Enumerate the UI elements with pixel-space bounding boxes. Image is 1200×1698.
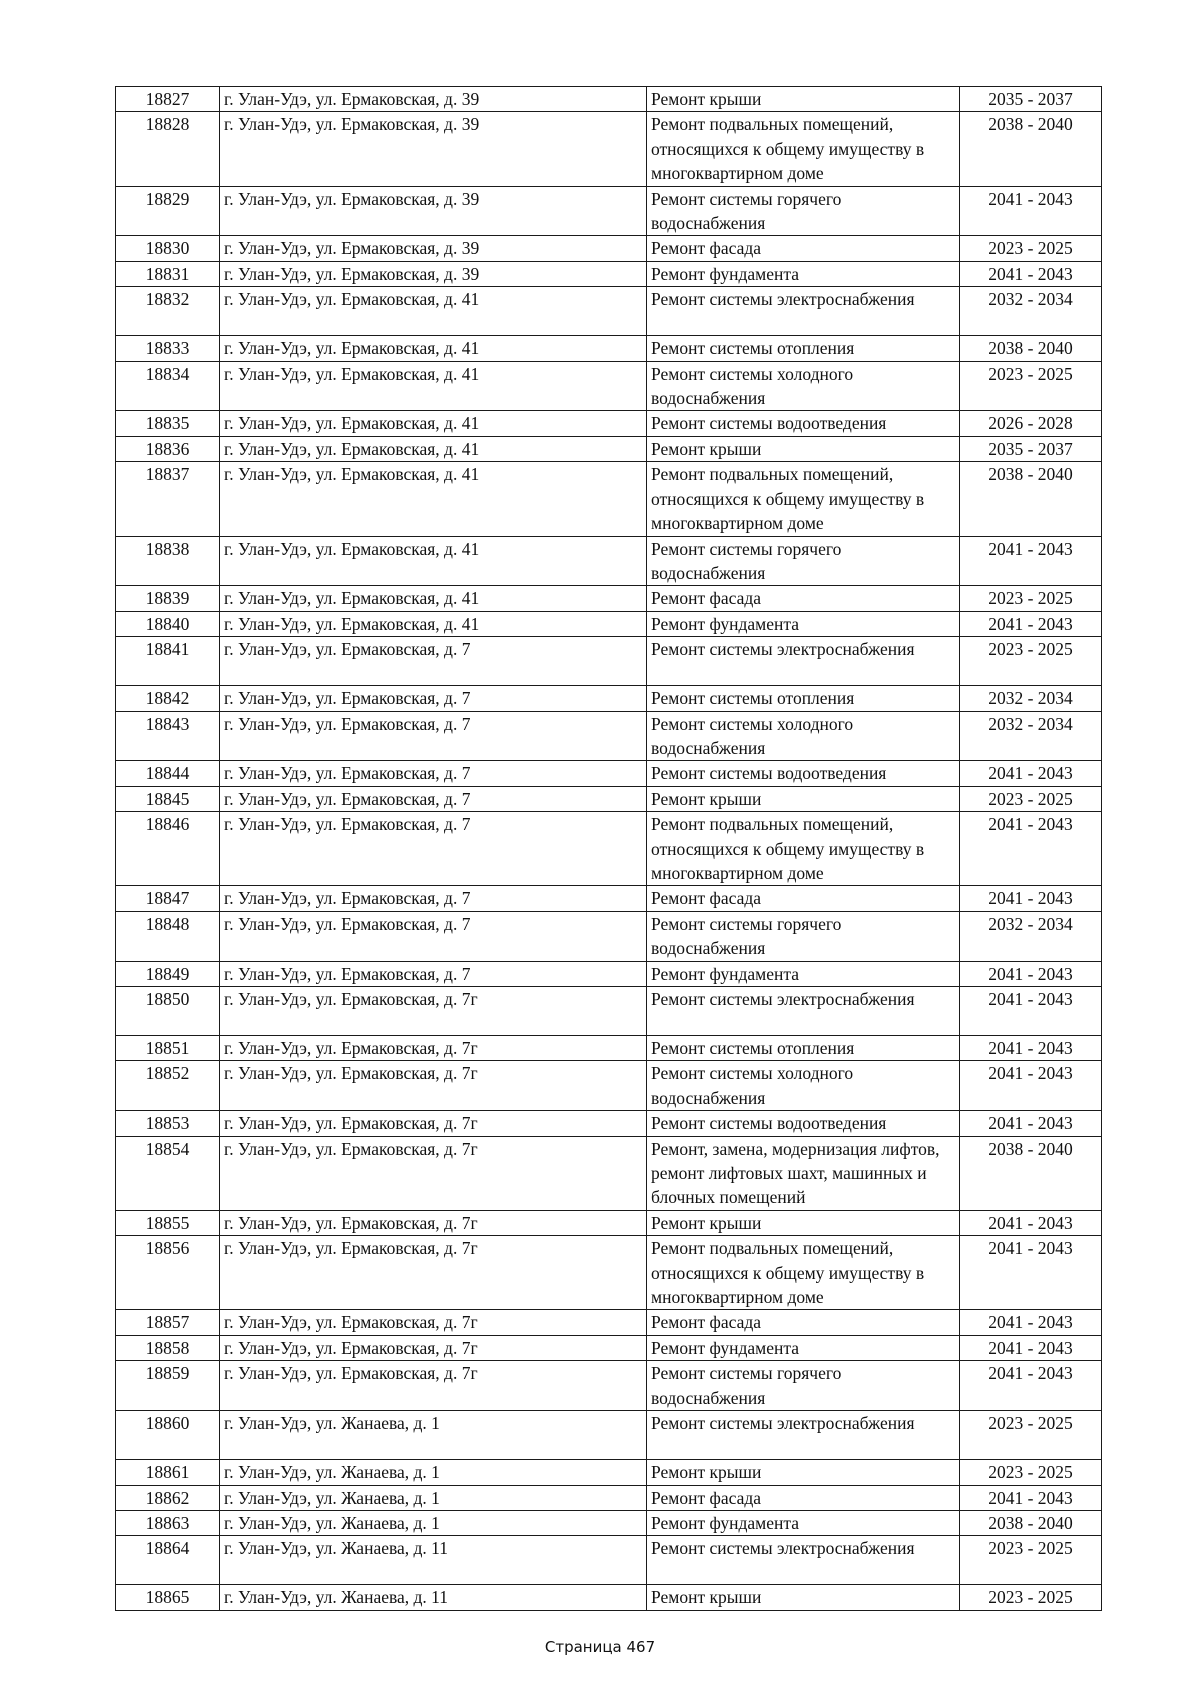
table-row bbox=[116, 786, 1102, 811]
period-cell: 2026 - 2028 bbox=[960, 411, 1102, 436]
row-number-cell: 18861 bbox=[116, 1460, 220, 1485]
table-row bbox=[116, 1485, 1102, 1510]
address-cell: г. Улан-Удэ, ул. Жанаева, д. 11 bbox=[220, 1585, 647, 1610]
table-row bbox=[116, 686, 1102, 711]
table-row bbox=[116, 886, 1102, 911]
work-type-cell: Ремонт фасада bbox=[647, 586, 960, 611]
address-cell: г. Улан-Удэ, ул. Ермаковская, д. 7г bbox=[220, 1136, 647, 1210]
row-number-cell: 18862 bbox=[116, 1485, 220, 1510]
address-cell: г. Улан-Удэ, ул. Ермаковская, д. 7г bbox=[220, 987, 647, 1036]
work-type-cell: Ремонт подвальных помещений, относящихся к общему имуществу в многоквартирном доме bbox=[647, 462, 960, 536]
work-type-cell: Ремонт фасада bbox=[647, 1485, 960, 1510]
table-row bbox=[116, 436, 1102, 461]
row-number-cell: 18835 bbox=[116, 411, 220, 436]
address-cell: г. Улан-Удэ, ул. Ермаковская, д. 41 bbox=[220, 586, 647, 611]
table-row bbox=[116, 1335, 1102, 1360]
work-type-cell: Ремонт фасада bbox=[647, 886, 960, 911]
address-cell: г. Улан-Удэ, ул. Ермаковская, д. 7 bbox=[220, 761, 647, 786]
row-number-cell: 18842 bbox=[116, 686, 220, 711]
row-number-cell: 18836 bbox=[116, 436, 220, 461]
table-row bbox=[116, 961, 1102, 986]
period-cell: 2041 - 2043 bbox=[960, 1335, 1102, 1360]
table-row bbox=[116, 87, 1102, 112]
row-number-cell: 18830 bbox=[116, 236, 220, 261]
period-cell: 2023 - 2025 bbox=[960, 236, 1102, 261]
period-cell: 2038 - 2040 bbox=[960, 112, 1102, 186]
work-type-cell: Ремонт системы электроснабжения bbox=[647, 637, 960, 686]
address-cell: г. Улан-Удэ, ул. Ермаковская, д. 7г bbox=[220, 1310, 647, 1335]
row-number-cell: 18859 bbox=[116, 1361, 220, 1411]
work-type-cell: Ремонт фундамента bbox=[647, 261, 960, 286]
table-row bbox=[116, 761, 1102, 786]
period-cell: 2041 - 2043 bbox=[960, 761, 1102, 786]
table-row bbox=[116, 1411, 1102, 1460]
row-number-cell: 18829 bbox=[116, 186, 220, 236]
work-type-cell: Ремонт крыши bbox=[647, 1210, 960, 1235]
address-cell: г. Улан-Удэ, ул. Ермаковская, д. 7г bbox=[220, 1335, 647, 1360]
period-cell: 2041 - 2043 bbox=[960, 1310, 1102, 1335]
table-row bbox=[116, 911, 1102, 961]
table-row bbox=[116, 1310, 1102, 1335]
row-number-cell: 18827 bbox=[116, 87, 220, 112]
table-row bbox=[116, 361, 1102, 411]
row-number-cell: 18834 bbox=[116, 361, 220, 411]
period-cell: 2041 - 2043 bbox=[960, 812, 1102, 886]
address-cell: г. Улан-Удэ, ул. Ермаковская, д. 7 bbox=[220, 812, 647, 886]
row-number-cell: 18853 bbox=[116, 1111, 220, 1136]
period-cell: 2041 - 2043 bbox=[960, 1111, 1102, 1136]
work-type-cell: Ремонт крыши bbox=[647, 436, 960, 461]
address-cell: г. Улан-Удэ, ул. Ермаковская, д. 7 bbox=[220, 711, 647, 761]
work-type-cell: Ремонт фасада bbox=[647, 236, 960, 261]
table-row bbox=[116, 1510, 1102, 1535]
period-cell: 2023 - 2025 bbox=[960, 637, 1102, 686]
row-number-cell: 18843 bbox=[116, 711, 220, 761]
row-number-cell: 18844 bbox=[116, 761, 220, 786]
period-cell: 2041 - 2043 bbox=[960, 536, 1102, 586]
address-cell: г. Улан-Удэ, ул. Жанаева, д. 11 bbox=[220, 1536, 647, 1585]
period-cell: 2032 - 2034 bbox=[960, 711, 1102, 761]
address-cell: г. Улан-Удэ, ул. Жанаева, д. 1 bbox=[220, 1485, 647, 1510]
work-type-cell: Ремонт системы электроснабжения bbox=[647, 1411, 960, 1460]
period-cell: 2038 - 2040 bbox=[960, 1510, 1102, 1535]
address-cell: г. Улан-Удэ, ул. Ермаковская, д. 41 bbox=[220, 462, 647, 536]
row-number-cell: 18840 bbox=[116, 611, 220, 636]
period-cell: 2032 - 2034 bbox=[960, 911, 1102, 961]
address-cell: г. Улан-Удэ, ул. Ермаковская, д. 41 bbox=[220, 361, 647, 411]
work-type-cell: Ремонт, замена, модернизация лифтов, ремонт лифтовых шахт, машинных и блочных помещений bbox=[647, 1136, 960, 1210]
address-cell: г. Улан-Удэ, ул. Ермаковская, д. 41 bbox=[220, 336, 647, 361]
work-type-cell: Ремонт системы горячего водоснабжения bbox=[647, 911, 960, 961]
table-row bbox=[116, 112, 1102, 186]
work-type-cell: Ремонт системы электроснабжения bbox=[647, 987, 960, 1036]
period-cell: 2023 - 2025 bbox=[960, 786, 1102, 811]
address-cell: г. Улан-Удэ, ул. Жанаева, д. 1 bbox=[220, 1510, 647, 1535]
row-number-cell: 18858 bbox=[116, 1335, 220, 1360]
address-cell: г. Улан-Удэ, ул. Ермаковская, д. 39 bbox=[220, 186, 647, 236]
period-cell: 2041 - 2043 bbox=[960, 186, 1102, 236]
table-row bbox=[116, 1460, 1102, 1485]
work-type-cell: Ремонт подвальных помещений, относящихся к общему имуществу в многоквартирном доме bbox=[647, 812, 960, 886]
period-cell: 2041 - 2043 bbox=[960, 1061, 1102, 1111]
table-row bbox=[116, 1585, 1102, 1610]
period-cell: 2032 - 2034 bbox=[960, 287, 1102, 336]
address-cell: г. Улан-Удэ, ул. Ермаковская, д. 7г bbox=[220, 1236, 647, 1310]
table-row bbox=[116, 611, 1102, 636]
period-cell: 2041 - 2043 bbox=[960, 261, 1102, 286]
row-number-cell: 18828 bbox=[116, 112, 220, 186]
row-number-cell: 18847 bbox=[116, 886, 220, 911]
work-type-cell: Ремонт системы отопления bbox=[647, 336, 960, 361]
address-cell: г. Улан-Удэ, ул. Ермаковская, д. 7г bbox=[220, 1210, 647, 1235]
work-type-cell: Ремонт крыши bbox=[647, 87, 960, 112]
address-cell: г. Улан-Удэ, ул. Ермаковская, д. 39 bbox=[220, 112, 647, 186]
row-number-cell: 18855 bbox=[116, 1210, 220, 1235]
period-cell: 2041 - 2043 bbox=[960, 1210, 1102, 1235]
period-cell: 2041 - 2043 bbox=[960, 987, 1102, 1036]
table-row bbox=[116, 637, 1102, 686]
row-number-cell: 18849 bbox=[116, 961, 220, 986]
table-row bbox=[116, 336, 1102, 361]
period-cell: 2023 - 2025 bbox=[960, 1411, 1102, 1460]
row-number-cell: 18856 bbox=[116, 1236, 220, 1310]
row-number-cell: 18864 bbox=[116, 1536, 220, 1585]
work-type-cell: Ремонт фундамента bbox=[647, 1510, 960, 1535]
table-row bbox=[116, 1061, 1102, 1111]
address-cell: г. Улан-Удэ, ул. Ермаковская, д. 7 bbox=[220, 637, 647, 686]
address-cell: г. Улан-Удэ, ул. Ермаковская, д. 41 bbox=[220, 287, 647, 336]
table-row bbox=[116, 287, 1102, 336]
row-number-cell: 18839 bbox=[116, 586, 220, 611]
work-type-cell: Ремонт подвальных помещений, относящихся к общему имуществу в многоквартирном доме bbox=[647, 1236, 960, 1310]
address-cell: г. Улан-Удэ, ул. Ермаковская, д. 7г bbox=[220, 1111, 647, 1136]
table-row bbox=[116, 1536, 1102, 1585]
work-type-cell: Ремонт системы холодного водоснабжения bbox=[647, 361, 960, 411]
row-number-cell: 18833 bbox=[116, 336, 220, 361]
period-cell: 2038 - 2040 bbox=[960, 336, 1102, 361]
period-cell: 2041 - 2043 bbox=[960, 1361, 1102, 1411]
period-cell: 2035 - 2037 bbox=[960, 436, 1102, 461]
address-cell: г. Улан-Удэ, ул. Ермаковская, д. 7г bbox=[220, 1036, 647, 1061]
row-number-cell: 18845 bbox=[116, 786, 220, 811]
table-row bbox=[116, 987, 1102, 1036]
work-type-cell: Ремонт системы горячего водоснабжения bbox=[647, 536, 960, 586]
table-row bbox=[116, 1236, 1102, 1310]
table-row bbox=[116, 812, 1102, 886]
table-row bbox=[116, 261, 1102, 286]
row-number-cell: 18863 bbox=[116, 1510, 220, 1535]
period-cell: 2032 - 2034 bbox=[960, 686, 1102, 711]
document-page bbox=[115, 86, 1101, 1611]
table-row bbox=[116, 711, 1102, 761]
address-cell: г. Улан-Удэ, ул. Ермаковская, д. 41 bbox=[220, 411, 647, 436]
table-row bbox=[116, 1210, 1102, 1235]
row-number-cell: 18860 bbox=[116, 1411, 220, 1460]
table-row bbox=[116, 411, 1102, 436]
period-cell: 2041 - 2043 bbox=[960, 1236, 1102, 1310]
address-cell: г. Улан-Удэ, ул. Жанаева, д. 1 bbox=[220, 1411, 647, 1460]
row-number-cell: 18846 bbox=[116, 812, 220, 886]
work-type-cell: Ремонт крыши bbox=[647, 1460, 960, 1485]
page-number: Страница 467 bbox=[544, 1638, 656, 1656]
address-cell: г. Улан-Удэ, ул. Ермаковская, д. 7 bbox=[220, 886, 647, 911]
period-cell: 2035 - 2037 bbox=[960, 87, 1102, 112]
work-type-cell: Ремонт системы электроснабжения bbox=[647, 287, 960, 336]
table-row bbox=[116, 536, 1102, 586]
address-cell: г. Улан-Удэ, ул. Ермаковская, д. 39 bbox=[220, 236, 647, 261]
work-type-cell: Ремонт системы водоотведения bbox=[647, 761, 960, 786]
row-number-cell: 18832 bbox=[116, 287, 220, 336]
table-row bbox=[116, 462, 1102, 536]
table-row bbox=[116, 1036, 1102, 1061]
table-row bbox=[116, 586, 1102, 611]
row-number-cell: 18837 bbox=[116, 462, 220, 536]
address-cell: г. Улан-Удэ, ул. Ермаковская, д. 39 bbox=[220, 87, 647, 112]
address-cell: г. Улан-Удэ, ул. Ермаковская, д. 41 bbox=[220, 536, 647, 586]
row-number-cell: 18851 bbox=[116, 1036, 220, 1061]
repair-schedule-table bbox=[115, 86, 1102, 1611]
row-number-cell: 18848 bbox=[116, 911, 220, 961]
row-number-cell: 18841 bbox=[116, 637, 220, 686]
work-type-cell: Ремонт системы водоотведения bbox=[647, 1111, 960, 1136]
period-cell: 2038 - 2040 bbox=[960, 1136, 1102, 1210]
row-number-cell: 18850 bbox=[116, 987, 220, 1036]
table-row bbox=[116, 186, 1102, 236]
address-cell: г. Улан-Удэ, ул. Ермаковская, д. 7г bbox=[220, 1361, 647, 1411]
period-cell: 2023 - 2025 bbox=[960, 1536, 1102, 1585]
work-type-cell: Ремонт фундамента bbox=[647, 1335, 960, 1360]
work-type-cell: Ремонт системы отопления bbox=[647, 1036, 960, 1061]
work-type-cell: Ремонт подвальных помещений, относящихся к общему имуществу в многоквартирном доме bbox=[647, 112, 960, 186]
address-cell: г. Улан-Удэ, ул. Ермаковская, д. 41 bbox=[220, 436, 647, 461]
period-cell: 2023 - 2025 bbox=[960, 1585, 1102, 1610]
address-cell: г. Улан-Удэ, ул. Ермаковская, д. 39 bbox=[220, 261, 647, 286]
row-number-cell: 18854 bbox=[116, 1136, 220, 1210]
table-row bbox=[116, 236, 1102, 261]
work-type-cell: Ремонт системы холодного водоснабжения bbox=[647, 1061, 960, 1111]
period-cell: 2023 - 2025 bbox=[960, 586, 1102, 611]
address-cell: г. Улан-Удэ, ул. Ермаковская, д. 7 bbox=[220, 686, 647, 711]
work-type-cell: Ремонт системы горячего водоснабжения bbox=[647, 186, 960, 236]
row-number-cell: 18857 bbox=[116, 1310, 220, 1335]
period-cell: 2038 - 2040 bbox=[960, 462, 1102, 536]
period-cell: 2023 - 2025 bbox=[960, 361, 1102, 411]
table-row bbox=[116, 1136, 1102, 1210]
row-number-cell: 18831 bbox=[116, 261, 220, 286]
address-cell: г. Улан-Удэ, ул. Ермаковская, д. 7 bbox=[220, 786, 647, 811]
address-cell: г. Улан-Удэ, ул. Ермаковская, д. 7 bbox=[220, 911, 647, 961]
row-number-cell: 18852 bbox=[116, 1061, 220, 1111]
period-cell: 2041 - 2043 bbox=[960, 886, 1102, 911]
period-cell: 2041 - 2043 bbox=[960, 611, 1102, 636]
table-row bbox=[116, 1361, 1102, 1411]
work-type-cell: Ремонт крыши bbox=[647, 786, 960, 811]
work-type-cell: Ремонт системы отопления bbox=[647, 686, 960, 711]
row-number-cell: 18865 bbox=[116, 1585, 220, 1610]
address-cell: г. Улан-Удэ, ул. Жанаева, д. 1 bbox=[220, 1460, 647, 1485]
table-row bbox=[116, 1111, 1102, 1136]
period-cell: 2041 - 2043 bbox=[960, 1036, 1102, 1061]
work-type-cell: Ремонт фундамента bbox=[647, 961, 960, 986]
work-type-cell: Ремонт системы холодного водоснабжения bbox=[647, 711, 960, 761]
work-type-cell: Ремонт системы горячего водоснабжения bbox=[647, 1361, 960, 1411]
row-number-cell: 18838 bbox=[116, 536, 220, 586]
period-cell: 2023 - 2025 bbox=[960, 1460, 1102, 1485]
work-type-cell: Ремонт системы электроснабжения bbox=[647, 1536, 960, 1585]
work-type-cell: Ремонт системы водоотведения bbox=[647, 411, 960, 436]
address-cell: г. Улан-Удэ, ул. Ермаковская, д. 41 bbox=[220, 611, 647, 636]
work-type-cell: Ремонт фасада bbox=[647, 1310, 960, 1335]
period-cell: 2041 - 2043 bbox=[960, 1485, 1102, 1510]
address-cell: г. Улан-Удэ, ул. Ермаковская, д. 7г bbox=[220, 1061, 647, 1111]
address-cell: г. Улан-Удэ, ул. Ермаковская, д. 7 bbox=[220, 961, 647, 986]
period-cell: 2041 - 2043 bbox=[960, 961, 1102, 986]
work-type-cell: Ремонт крыши bbox=[647, 1585, 960, 1610]
table-body bbox=[116, 87, 1102, 1611]
work-type-cell: Ремонт фундамента bbox=[647, 611, 960, 636]
